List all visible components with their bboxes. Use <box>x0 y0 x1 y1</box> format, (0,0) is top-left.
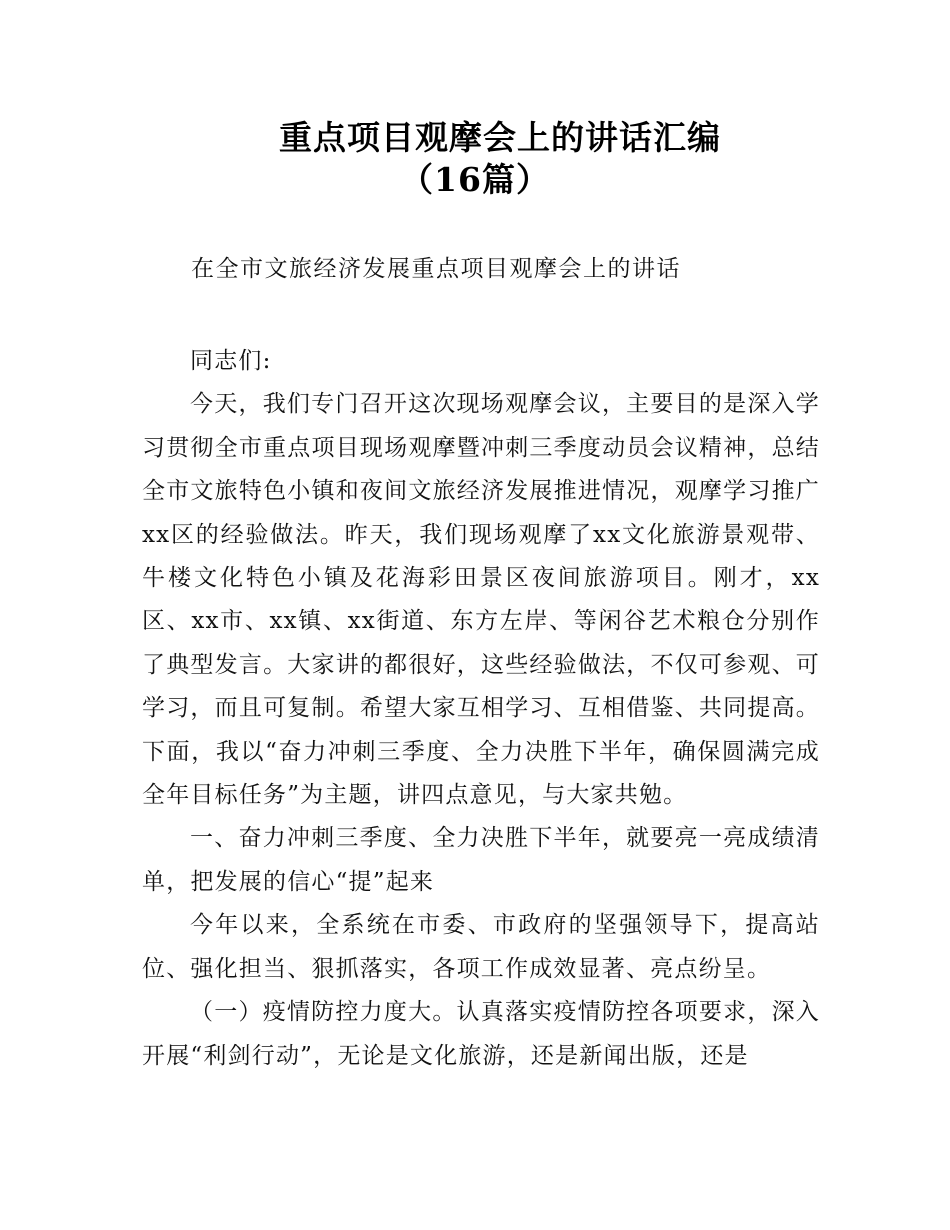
paragraph-achievements: 今年以来，全系统在市委、市政府的坚强领导下，提高站位、强化担当、狠抓落实，各项工作成效显著、亮点纷呈。 <box>142 912 820 982</box>
section-heading-1: 一、奋力冲刺三季度、全力决胜下半年，就要亮一亮成绩清单，把发展的信心“提”起来 <box>142 825 820 895</box>
speech-body <box>142 340 820 1078</box>
paragraph-epidemic-control: （一）疫情防控力度大。认真落实疫情防控各项要求，深入开展“利剑行动”，无论是文化旅游，还是新闻出版，还是 <box>142 999 820 1069</box>
speech-title: 在全市文旅经济发展重点项目观摩会上的讲话 <box>191 256 681 282</box>
salutation: 同志们: <box>190 348 272 374</box>
document-title-count: （16篇） <box>400 160 550 199</box>
document-title: 重点项目观摩会上的讲话汇编 <box>279 118 721 157</box>
paragraph-intro: 今天，我们专门召开这次现场观摩会议，主要目的是深入学习贯彻全市重点项目现场观摩暨冲刺三季度动员会议精神，总结全市文旅特色小镇和夜间文旅经济发展推进情况，观摩学习推广xx区的经验做法。昨天，我们现场观摩了xx文化旅游景观带、牛楼文化特色小镇及花海彩田景区夜间旅游项目。刚才，xx区、xx市、xx镇、xx街道、东方左岸、等闲谷艺术粮仓分别作了典型发言。大家讲的都很好，这些经验做法，不仅可参观、可学习，而且可复制。希望大家互相学习、互相借鉴、共同提高。下面，我以“奋力冲刺三季度、全力决胜下半年，确保圆满完成全年目标任务”为主题，讲四点意见，与大家共勉。 <box>142 391 820 809</box>
